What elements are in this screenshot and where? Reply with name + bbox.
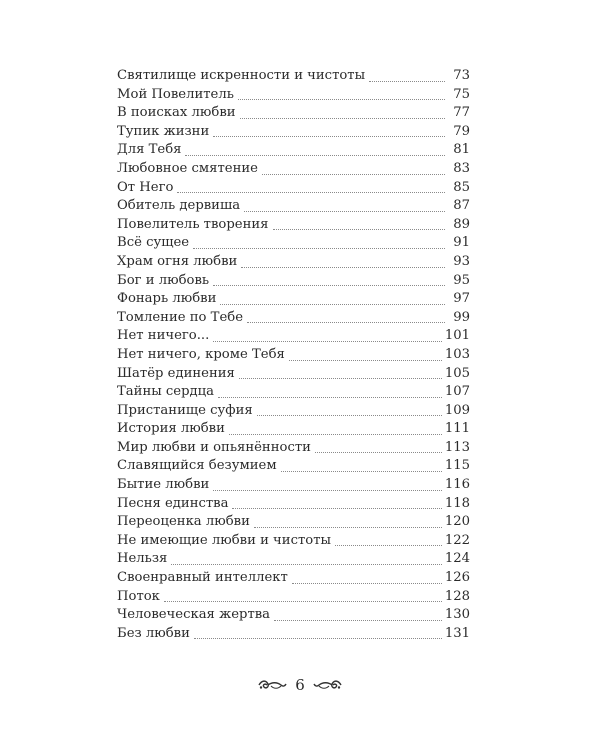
toc-entry-title: Шатёр единения [117, 365, 235, 381]
toc-entry-title: Храм огня любви [117, 253, 238, 269]
toc-entry-title: Песня единства [117, 495, 229, 511]
toc-entry-page: 89 [453, 216, 470, 232]
toc-entry-page: 130 [444, 607, 470, 623]
toc-entry-title: Мир любви и опьянённости [117, 439, 311, 455]
toc-entry-title: Поток [117, 588, 160, 604]
toc-entry-page: 113 [444, 439, 470, 455]
toc-entry-page: 87 [453, 198, 470, 214]
dot-leader [262, 173, 445, 175]
dot-leader [213, 489, 442, 491]
toc-entry-page: 101 [444, 328, 470, 344]
dot-leader [239, 377, 442, 379]
toc-entry [117, 104, 470, 123]
toc-entry-title: Мой Повелитель [117, 86, 234, 102]
toc-entry [117, 272, 470, 291]
toc-entry-page: 116 [444, 477, 470, 493]
dot-leader [238, 98, 445, 100]
toc-entry-title: Обитель дервиша [117, 198, 241, 214]
toc-entry [117, 253, 470, 272]
dot-leader [315, 451, 442, 453]
dot-leader [244, 210, 445, 212]
dot-leader [177, 191, 445, 193]
toc-entry-page: 93 [453, 253, 470, 269]
dot-leader [274, 619, 442, 621]
toc-entry [117, 197, 470, 216]
dot-leader [213, 284, 445, 286]
toc-entry-title: Своенравный интеллект [117, 570, 288, 586]
toc-entry-page: 111 [444, 421, 470, 437]
toc-entry-title: Всё сущее [117, 235, 190, 251]
toc-entry [117, 67, 470, 86]
flourish-left-icon [257, 678, 287, 692]
toc-entry [117, 625, 470, 644]
toc-entry-page: 124 [444, 551, 470, 567]
toc-entry [117, 532, 470, 551]
dot-leader [185, 154, 445, 156]
toc-entry-page: 105 [444, 365, 470, 381]
toc-entry [117, 476, 470, 495]
toc-entry-page: 75 [453, 86, 470, 102]
toc-entry-page: 103 [444, 346, 470, 362]
toc-entry-page: 95 [453, 272, 470, 288]
dot-leader [369, 80, 445, 82]
dot-leader [273, 228, 446, 230]
dot-leader [220, 303, 445, 305]
toc-entry-page: 85 [453, 179, 470, 195]
dot-leader [289, 359, 442, 361]
toc-entry [117, 550, 470, 569]
toc-entry-title: Томление по Тебе [117, 309, 244, 325]
dot-leader [213, 135, 445, 137]
toc-entry-title: Нет ничего, кроме Тебя [117, 346, 285, 362]
toc-entry-page: 107 [444, 384, 470, 400]
toc-entry [117, 513, 470, 532]
toc-entry-page: 118 [444, 495, 470, 511]
toc-entry-page: 79 [453, 123, 470, 139]
dot-leader [218, 396, 442, 398]
toc-entry [117, 216, 470, 235]
toc-entry-title: Тупик жизни [117, 123, 210, 139]
dot-leader [257, 414, 442, 416]
toc-entry-title: Пристанище суфия [117, 402, 253, 418]
toc-entry-title: Фонарь любви [117, 291, 217, 307]
toc-entry-title: Любовное смятение [117, 160, 258, 176]
toc-entry-page: 91 [453, 235, 470, 251]
flourish-right-icon [313, 678, 343, 692]
toc-entry-title: Славящийся безумием [117, 458, 277, 474]
toc-entry-page: 97 [453, 291, 470, 307]
toc-entry [117, 402, 470, 421]
toc-entry [117, 327, 470, 346]
toc-entry-page: 99 [453, 309, 470, 325]
dot-leader [335, 544, 442, 546]
toc-entry [117, 495, 470, 514]
toc-entry-page: 126 [444, 570, 470, 586]
dot-leader [292, 582, 442, 584]
toc-entry-page: 120 [444, 514, 470, 530]
toc-entry-page: 128 [444, 588, 470, 604]
toc-entry-title: Переоценка любви [117, 514, 250, 530]
toc-entry-title: Нельзя [117, 551, 168, 567]
toc-entry-page: 83 [453, 160, 470, 176]
toc-entry [117, 179, 470, 198]
dot-leader [281, 470, 442, 472]
toc-entry-title: Человеческая жертва [117, 607, 271, 623]
toc-entry [117, 365, 470, 384]
dot-leader [240, 117, 445, 119]
toc-entry [117, 569, 470, 588]
toc-entry [117, 420, 470, 439]
toc-entry-title: В поисках любви [117, 105, 236, 121]
toc-entry-page: 77 [453, 105, 470, 121]
toc-entry [117, 457, 470, 476]
dot-leader [194, 637, 442, 639]
toc-entry [117, 383, 470, 402]
toc-entry [117, 606, 470, 625]
dot-leader [247, 321, 445, 323]
page-number: 6 [295, 676, 305, 694]
toc-entry-title: Без любви [117, 625, 190, 641]
toc-entry [117, 588, 470, 607]
toc-entry-page: 115 [444, 458, 470, 474]
toc-entry-title: От Него [117, 179, 174, 195]
toc-entry-title: Повелитель творения [117, 216, 269, 232]
dot-leader [164, 600, 442, 602]
toc-entry [117, 309, 470, 328]
toc-entry-title: Нет ничего... [117, 328, 210, 344]
dot-leader [254, 526, 442, 528]
dot-leader [213, 340, 442, 342]
toc-entry-page: 81 [453, 142, 470, 158]
dot-leader [241, 266, 445, 268]
dot-leader [229, 433, 442, 435]
toc-entry-page: 122 [444, 532, 470, 548]
toc-entry-title: Тайны сердца [117, 384, 215, 400]
toc-entry [117, 439, 470, 458]
toc-entry-title: Святилище искренности и чистоты [117, 68, 366, 83]
table-of-contents [117, 67, 470, 643]
toc-entry [117, 290, 470, 309]
toc-entry [117, 346, 470, 365]
toc-entry-title: Бог и любовь [117, 272, 210, 288]
toc-entry-title: Для Тебя [117, 142, 182, 158]
toc-entry-title: Бытие любви [117, 477, 210, 493]
toc-entry [117, 234, 470, 253]
page-footer [0, 677, 600, 693]
toc-entry-title: Не имеющие любви и чистоты [117, 532, 331, 548]
dot-leader [171, 563, 441, 565]
toc-entry [117, 123, 470, 142]
toc-entry [117, 86, 470, 105]
dot-leader [193, 247, 445, 249]
toc-entry-page: 73 [453, 68, 470, 83]
toc-entry [117, 141, 470, 160]
dot-leader [232, 507, 441, 509]
toc-entry-page: 109 [444, 402, 470, 418]
toc-entry [117, 160, 470, 179]
toc-entry-page: 131 [444, 625, 470, 641]
toc-entry-title: История любви [117, 421, 225, 437]
